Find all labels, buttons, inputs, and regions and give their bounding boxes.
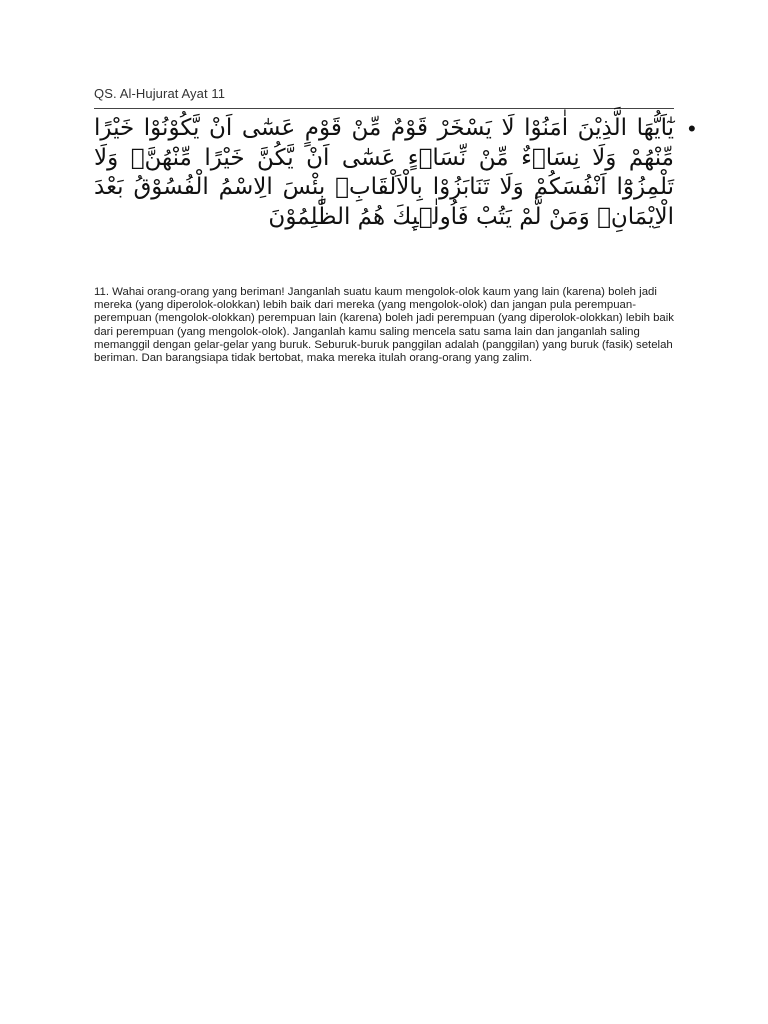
heading-divider	[94, 108, 674, 109]
bullet-marker: •	[688, 116, 696, 141]
arabic-verse-text: يٰٓاَيُّهَا الَّذِيْنَ اٰمَنُوْا لَا يَسْخَرْ قَوْمٌ مِّنْ قَوْمٍ عَسٰٓى اَنْ يَّكُوْنُوْا خَيْرًا مِّنْهُمْ وَلَا نِسَاۤءٌ مِّنْ نِّسَاۤءٍ عَسٰٓى اَنْ يَّكُنَّ خَيْرًا مِّنْهُنَّۚ وَلَا تَلْمِزُوْٓا اَنْفُسَكُمْ وَلَا تَنَابَزُوْا بِالْاَلْقَابِۗ بِئْسَ الِاسْمُ الْفُسُوْقُ بَعْدَ الْاِيْمَانِۚ وَمَنْ لَّمْ يَتُبْ فَاُولٰۤىِٕكَ هُمُ الظّٰلِمُوْنَ	[94, 115, 674, 230]
verse-heading: QS. Al-Hujurat Ayat 11	[94, 86, 226, 101]
verse-translation: 11. Wahai orang-orang yang beriman! Janganlah suatu kaum mengolok-olok kaum yang lain (karena) boleh jadi mereka (yang diperolok-olokkan) lebih baik dari mereka (yang mengolok-olok) dan jangan pula perempuan-perempuan (mengolok-olokkan) perempuan lain (karena) boleh jadi perempuan (yang diperolok-olokkan) lebih baik dari perempuan (yang mengolok-olok). Janganlah kamu saling mencela satu sama lain dan janganlah saling memanggil dengan gelar-gelar yang buruk. Seburuk-buruk panggilan adalah (panggilan) yang buruk (fasik) setelah beriman. Dan barangsiapa tidak bertobat, maka mereka itulah orang-orang yang zalim.	[94, 286, 674, 365]
